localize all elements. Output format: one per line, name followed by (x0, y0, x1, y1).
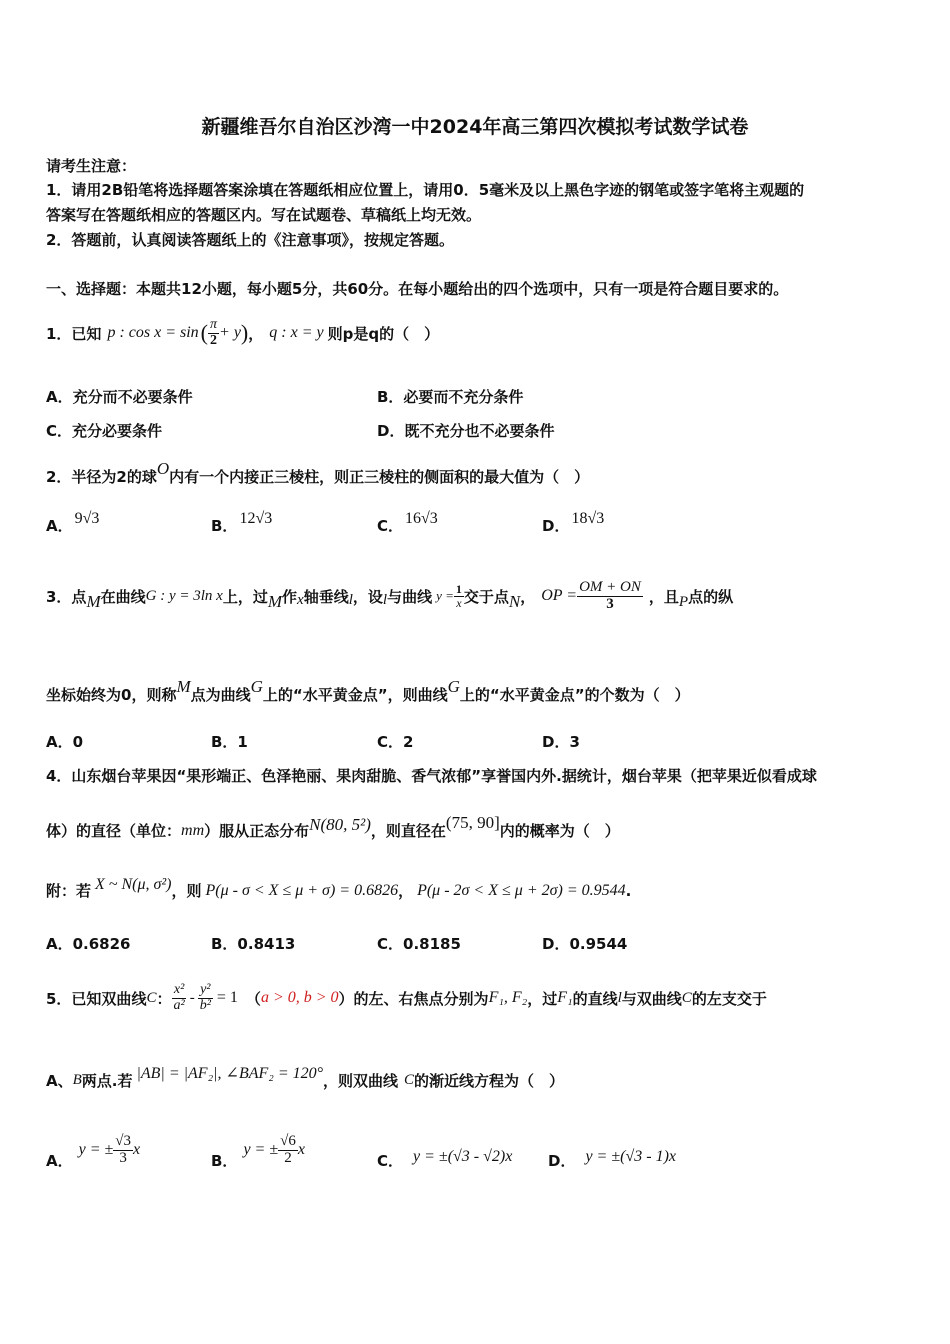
question-4-line-1: 4．山东烟台苹果因“果形端正、色泽艳丽、果肉甜脆、香气浓郁”享誉国内外.据统计，烟台苹果（把苹果近似看成球 (46, 767, 817, 785)
q5-t2: 的左、右焦点分别为 (353, 989, 489, 1008)
q5-curve-c: C (146, 989, 157, 1006)
q3-op-fraction (577, 580, 643, 613)
q5-b-prefix: y = ± (243, 1141, 279, 1158)
q4-distribution: N(80, 5²) (309, 814, 371, 834)
q5-option-a[interactable] (46, 1128, 140, 1172)
q2-c-label: C． (377, 517, 404, 535)
q3-option-a[interactable]: A．0 (46, 733, 84, 751)
q3-line-l-2: l (382, 591, 388, 608)
q1-p-expression: p : cos x = sin (107, 324, 199, 342)
q1-paren-open: ( (200, 320, 208, 346)
q5-point-b: B (72, 1072, 82, 1088)
q5-y2: y² (200, 981, 211, 997)
q2-option-b[interactable] (211, 510, 273, 536)
q3-t6: ，设 (352, 587, 383, 606)
q3-t5: 轴垂线 (303, 587, 349, 606)
q4-l3b: ，则 (171, 882, 202, 900)
q3-t3: 上，过 (222, 587, 268, 606)
q1-number: 1．已知 (46, 324, 102, 343)
q5-t6: 的左支交于 (691, 989, 767, 1008)
q5-a2: a² (173, 997, 185, 1013)
question-5-line-1 (46, 972, 767, 1024)
q5-b-x: x (297, 1141, 305, 1158)
notice-heading: 请考生注意： (46, 157, 137, 175)
q5-l2b: 两点.若 (81, 1072, 133, 1090)
question-3-line-1 (46, 580, 733, 613)
q2-d-value: 18√3 (571, 510, 605, 527)
q5-l2a: A、 (46, 1072, 73, 1090)
question-4-line-2 (46, 812, 620, 841)
q5-option-b[interactable] (211, 1128, 305, 1172)
q4-l2b: ）服从正态分布 (204, 822, 310, 840)
q2-c-value: 16√3 (405, 510, 438, 527)
q4-option-d[interactable]: D．0.9544 (542, 935, 628, 953)
q4-l3a: 附：若 (46, 882, 92, 900)
q3-x: x (297, 591, 304, 608)
notice-line-1a: 1．请用2B铅笔将选择题答案涂填在答题纸相应位置上，请用0．5毫米及以上黑色字迹的钢笔或签字笔将主观题的 (46, 181, 805, 199)
q5-c-value: y = ±(√3 - √2)x (413, 1147, 513, 1165)
q4-l2a: 体）的直径（单位： (46, 822, 182, 840)
q3-line2-c: 上的“水平黄金点”，则曲线 (262, 686, 448, 704)
q4-x-dist: X ~ N(μ, σ²) (95, 875, 172, 893)
q2-sphere-o: O (156, 459, 170, 478)
q5-a-label: A． (46, 1151, 73, 1170)
q3-curve-g-1: G (250, 676, 263, 696)
q2-d-label: D． (542, 517, 570, 535)
q5-frac-y (198, 983, 213, 1013)
q3-point-m-2: M (267, 592, 282, 612)
q1-option-b[interactable]: B．必要而不充分条件 (377, 388, 524, 406)
q4-prob-1: P(μ - σ < X ≤ μ + σ) = 0.6826 (205, 881, 399, 899)
q5-t5: 与双曲线 (621, 989, 682, 1008)
q5-a-den: 3 (119, 1149, 127, 1166)
notice-line-2: 2．答题前，认真阅读答题纸上的《注意事项》，按规定答题。 (46, 231, 454, 249)
q5-colon: ： (156, 989, 172, 1008)
q4-interval: (75, 90] (445, 812, 500, 832)
q5-d-value: y = ±(√3 - 1)x (585, 1147, 676, 1165)
q5-l2d: 的渐近线方程为（ ） (414, 1072, 565, 1090)
q5-b2: b² (199, 997, 211, 1013)
question-5-line-2 (46, 1064, 565, 1091)
q5-a-prefix: y = ± (78, 1141, 114, 1158)
q3-t1: 3．点 (46, 587, 87, 606)
question-4-line-3 (46, 875, 632, 901)
q5-a-x: x (133, 1141, 141, 1158)
page-title: 新疆维吾尔自治区沙湾一中2024年高三第四次模拟考试数学试卷 (201, 116, 749, 138)
q3-option-b[interactable]: B．1 (211, 733, 248, 751)
q5-line-l: l (617, 989, 622, 1006)
q5-option-d[interactable] (548, 1146, 676, 1170)
q5-condition-2: |AB| = |AF₂|, ∠BAF₂ = 120° (136, 1064, 324, 1082)
q1-option-c[interactable]: C．充分必要条件 (46, 422, 163, 440)
section-heading: 一、选择题：本题共12小题，每小题5分，共60分。在每小题给出的四个选项中，只有一项是符合题目要求的。 (46, 280, 789, 298)
q3-frac-num: 1 (455, 582, 462, 597)
q5-d-label: D． (548, 1152, 576, 1170)
q3-curve-g: G : y = 3ln x (145, 587, 223, 604)
q3-t10: ，且 (648, 587, 679, 606)
q5-b-num: √6 (280, 1132, 296, 1149)
q3-op-den: 3 (606, 595, 614, 612)
q3-frac-den: x (456, 595, 462, 610)
q3-line2-d: 上的“水平黄金点”的个数为（ ） (459, 686, 690, 704)
q3-fraction (454, 583, 464, 609)
q5-option-c[interactable] (377, 1146, 513, 1170)
q5-minus: - (189, 989, 195, 1006)
q5-curve-c-2: C (681, 989, 692, 1006)
q5-b-fraction (278, 1134, 298, 1167)
q4-l2c: ，则直径在 (370, 822, 446, 840)
q3-op: OP = (541, 587, 578, 605)
q3-t8: 交于点 (463, 587, 509, 606)
q2-option-a[interactable] (46, 510, 100, 536)
q4-mm: mm (181, 821, 205, 839)
q3-t11: 点的纵 (688, 587, 734, 606)
q1-frac-den: 2 (210, 332, 217, 348)
q1-option-d[interactable]: D．既不充分也不必要条件 (377, 422, 555, 440)
q2-a-label: A． (46, 517, 73, 535)
q5-condition: a > 0, b > 0 (260, 989, 339, 1006)
q1-comma: ， (248, 324, 264, 343)
q5-frac-x (171, 983, 186, 1013)
q5-l2c: ，则双曲线 (323, 1072, 399, 1090)
q4-l3d: . (625, 881, 632, 900)
q5-t1: 5．已知双曲线 (46, 989, 147, 1008)
q5-cond-close: ） (338, 989, 354, 1008)
q5-t3: ，过 (527, 989, 558, 1008)
q1-option-a[interactable]: A．充分而不必要条件 (46, 388, 193, 406)
q3-y-eq: y = (436, 588, 454, 604)
q2-option-c[interactable] (377, 510, 438, 536)
q3-t7: 与曲线 (387, 587, 433, 606)
q3-point-p: P (678, 593, 689, 610)
q5-a-num: √3 (115, 1132, 132, 1149)
q5-cond-open: （ (245, 989, 261, 1008)
q5-b-den: 2 (284, 1149, 292, 1166)
q1-fraction (208, 318, 219, 348)
q3-curve-g-2: G (447, 676, 460, 696)
q3-point-n: N (508, 592, 521, 612)
q5-t4: 的直线 (572, 989, 618, 1008)
q1-paren-close: ) (240, 320, 249, 346)
q3-line-l: l (348, 591, 353, 608)
q4-option-a[interactable]: A．0.6826 (46, 935, 131, 953)
q3-point-m: M (86, 592, 101, 612)
q2-text-2: 内有一个内接正三棱柱，则正三棱柱的侧面积的最大值为（ ） (169, 468, 590, 486)
q4-l3c: ， (398, 882, 414, 900)
q3-line2-a: 坐标始终为0，则称 (46, 686, 177, 704)
q5-foci: F₁, F₂ (488, 989, 528, 1006)
notice-line-1b: 答案写在答题纸相应的答题区内。写在试题卷、草稿纸上均无效。 (46, 206, 482, 224)
q1-tail: 则p是q的（ ） (327, 324, 440, 343)
question-2 (46, 459, 590, 487)
q2-a-value: 9√3 (74, 510, 100, 527)
q5-curve-c-3: C (404, 1072, 415, 1088)
q2-b-label: B． (211, 517, 238, 535)
q3-option-c[interactable]: C．2 (377, 733, 414, 751)
q3-option-d[interactable]: D．3 (542, 733, 580, 751)
question-1 (46, 318, 439, 348)
q5-b-label: B． (211, 1151, 238, 1170)
q4-prob-2: P(μ - 2σ < X ≤ μ + 2σ) = 0.9544 (417, 881, 626, 899)
q4-option-b[interactable]: B．0.8413 (211, 935, 296, 953)
q1-plus-y: + y (219, 324, 241, 342)
q2-option-d[interactable] (542, 510, 605, 536)
q1-q-expression: q : x = y (269, 324, 324, 342)
q3-line2-b: 点为曲线 (190, 686, 251, 704)
q4-option-c[interactable]: C．0.8185 (377, 935, 461, 953)
q5-eq-one: = 1 (216, 989, 238, 1006)
q4-l2d: 内的概率为（ ） (499, 822, 620, 840)
question-3-line-2 (46, 676, 690, 705)
q5-f1: F₁ (557, 989, 573, 1006)
q3-t4: 作 (282, 587, 298, 606)
q3-t2: 在曲线 (100, 587, 146, 606)
q3-t9: ， (520, 587, 536, 606)
q5-a-fraction (113, 1134, 133, 1167)
q5-x2: x² (173, 981, 185, 997)
q1-frac-num: π (210, 317, 218, 332)
q5-c-label: C． (377, 1152, 404, 1170)
q3-point-m-3: M (176, 676, 191, 696)
q2-text-1: 2．半径为2的球 (46, 468, 157, 486)
q2-b-value: 12√3 (239, 510, 273, 527)
q3-op-num: OM + ON (579, 579, 641, 595)
